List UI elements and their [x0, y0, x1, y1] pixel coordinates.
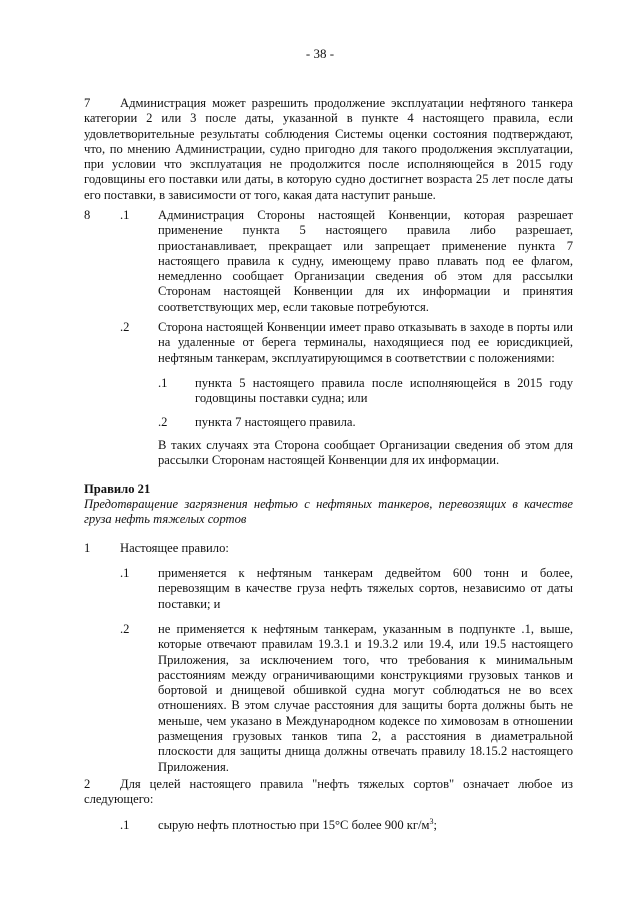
- rule-21-paragraph-1-number: 1: [84, 541, 91, 555]
- rule-21-paragraph-2-text: Для целей настоящего правила "нефть тяжелых сортов" означает любое из следующего:: [84, 777, 573, 807]
- paragraph-8-2-1-number: .1: [158, 376, 168, 390]
- rule-21-paragraph-2-number: 2: [84, 777, 91, 791]
- rule-21-2-1-text: [158, 818, 573, 833]
- rule-21-2-1-end: ;: [433, 818, 438, 832]
- paragraph-7-text: Администрация может разрешить продолжение эксплуатации нефтяного танкера категории 2 или 3 после даты, указанной в пункте 4 настоящего правила, если удовлетворительные результаты соблюдения Системы оценки состояния подтверждают, что, по мнению Администрации, судно пригодно для такого продолжения эксплуатации, при условии что эксплуатация не продолжится после исполняющейся в 2015 году годовщины его поставки или даты, в которую судно достигнет возраста 25 лет после даты его поставки, в зависимости от того, какая дата наступит раньше.: [84, 96, 573, 202]
- paragraph-8-1-text: Администрация Стороны настоящей Конвенции, которая разрешает применение пункта 5 настоящего правила либо разрешает, приостанавливает, прекращает или запрещает применение пункта 7 настоящего правила к судну, имеющему право плавать под ее флагом, немедленно сообщает Организации сведения об этом для рассылки Сторонам настоящей Конвенции для их информации и принятия соответствующих мер, если таковые потребуются.: [158, 208, 573, 314]
- rule-21-1-1-number: .1: [120, 566, 130, 580]
- rule-21-1-2-text: не применяется к нефтяным танкерам, указанным в подпункте .1, выше, которые отвечают правилам 19.3.1 и 19.3.2 или 19.4, или 19.5 настоящего Приложения, за исключением того, что требования к минимальным расстояниям между ограничивающими конструкциями грузовых танков и бортовой и днищевой обшивкой судна могут соблюдаться не во всех отношениях. В этом случае расстояния для защиты борта должны быть не меньше, чем указано в Международном кодексе по химовозам в отношении размещения грузовых танков типа 2, а расстояния в диаметральной плоскости для защиты днища должны отвечать правилу 18.15.2 настоящего Приложения.: [158, 622, 573, 774]
- paragraph-8-number: 8: [84, 208, 91, 222]
- paragraph-8-2-1-text: пункта 5 настоящего правила после исполняющейся в 2015 году годовщины поставки судна; или: [195, 376, 573, 406]
- rule-21-1-2-number: .2: [120, 622, 130, 636]
- rule-21-2-1-main: сырую нефть плотностью при 15°С более 900 кг/м: [158, 818, 430, 832]
- rule-21-paragraph-1-text: Настоящее правило:: [120, 541, 229, 555]
- paragraph-8-2-tail: В таких случаях эта Сторона сообщает Организации сведения об этом для рассылки Сторонам настоящей Конвенции для их информации.: [158, 438, 573, 468]
- rule-21-1-1-text: применяется к нефтяным танкерам дедвейтом 600 тонн и более, перевозящим в качестве груза нефть тяжелых сортов, независимо от даты поставки; и: [158, 566, 573, 611]
- paragraph-8-1-number: .1: [120, 208, 130, 222]
- rule-21-title: Правило 21: [84, 482, 151, 496]
- superscript-3: 3: [429, 816, 434, 826]
- paragraph-8-2-text: Сторона настоящей Конвенции имеет право отказывать в заходе в порты или на удаленные от берега терминалы, находящиеся под ее юрисдикцией, нефтяным танкерам, эксплуатирующимся в соответствии с положениями:: [158, 320, 573, 365]
- paragraph-8-2-2-number: .2: [158, 415, 168, 429]
- page-number: - 38 -: [305, 46, 335, 61]
- paragraph-8-2-2-text: пункта 7 настоящего правила.: [195, 415, 356, 429]
- paragraph-8-2-number: .2: [120, 320, 130, 334]
- rule-21-subtitle: Предотвращение загрязнения нефтью с нефтяных танкеров, перевозящих в качестве груза нефть тяжелых сортов: [84, 497, 573, 527]
- rule-21-2-1-number: .1: [120, 818, 130, 832]
- paragraph-7-number: 7: [84, 96, 91, 110]
